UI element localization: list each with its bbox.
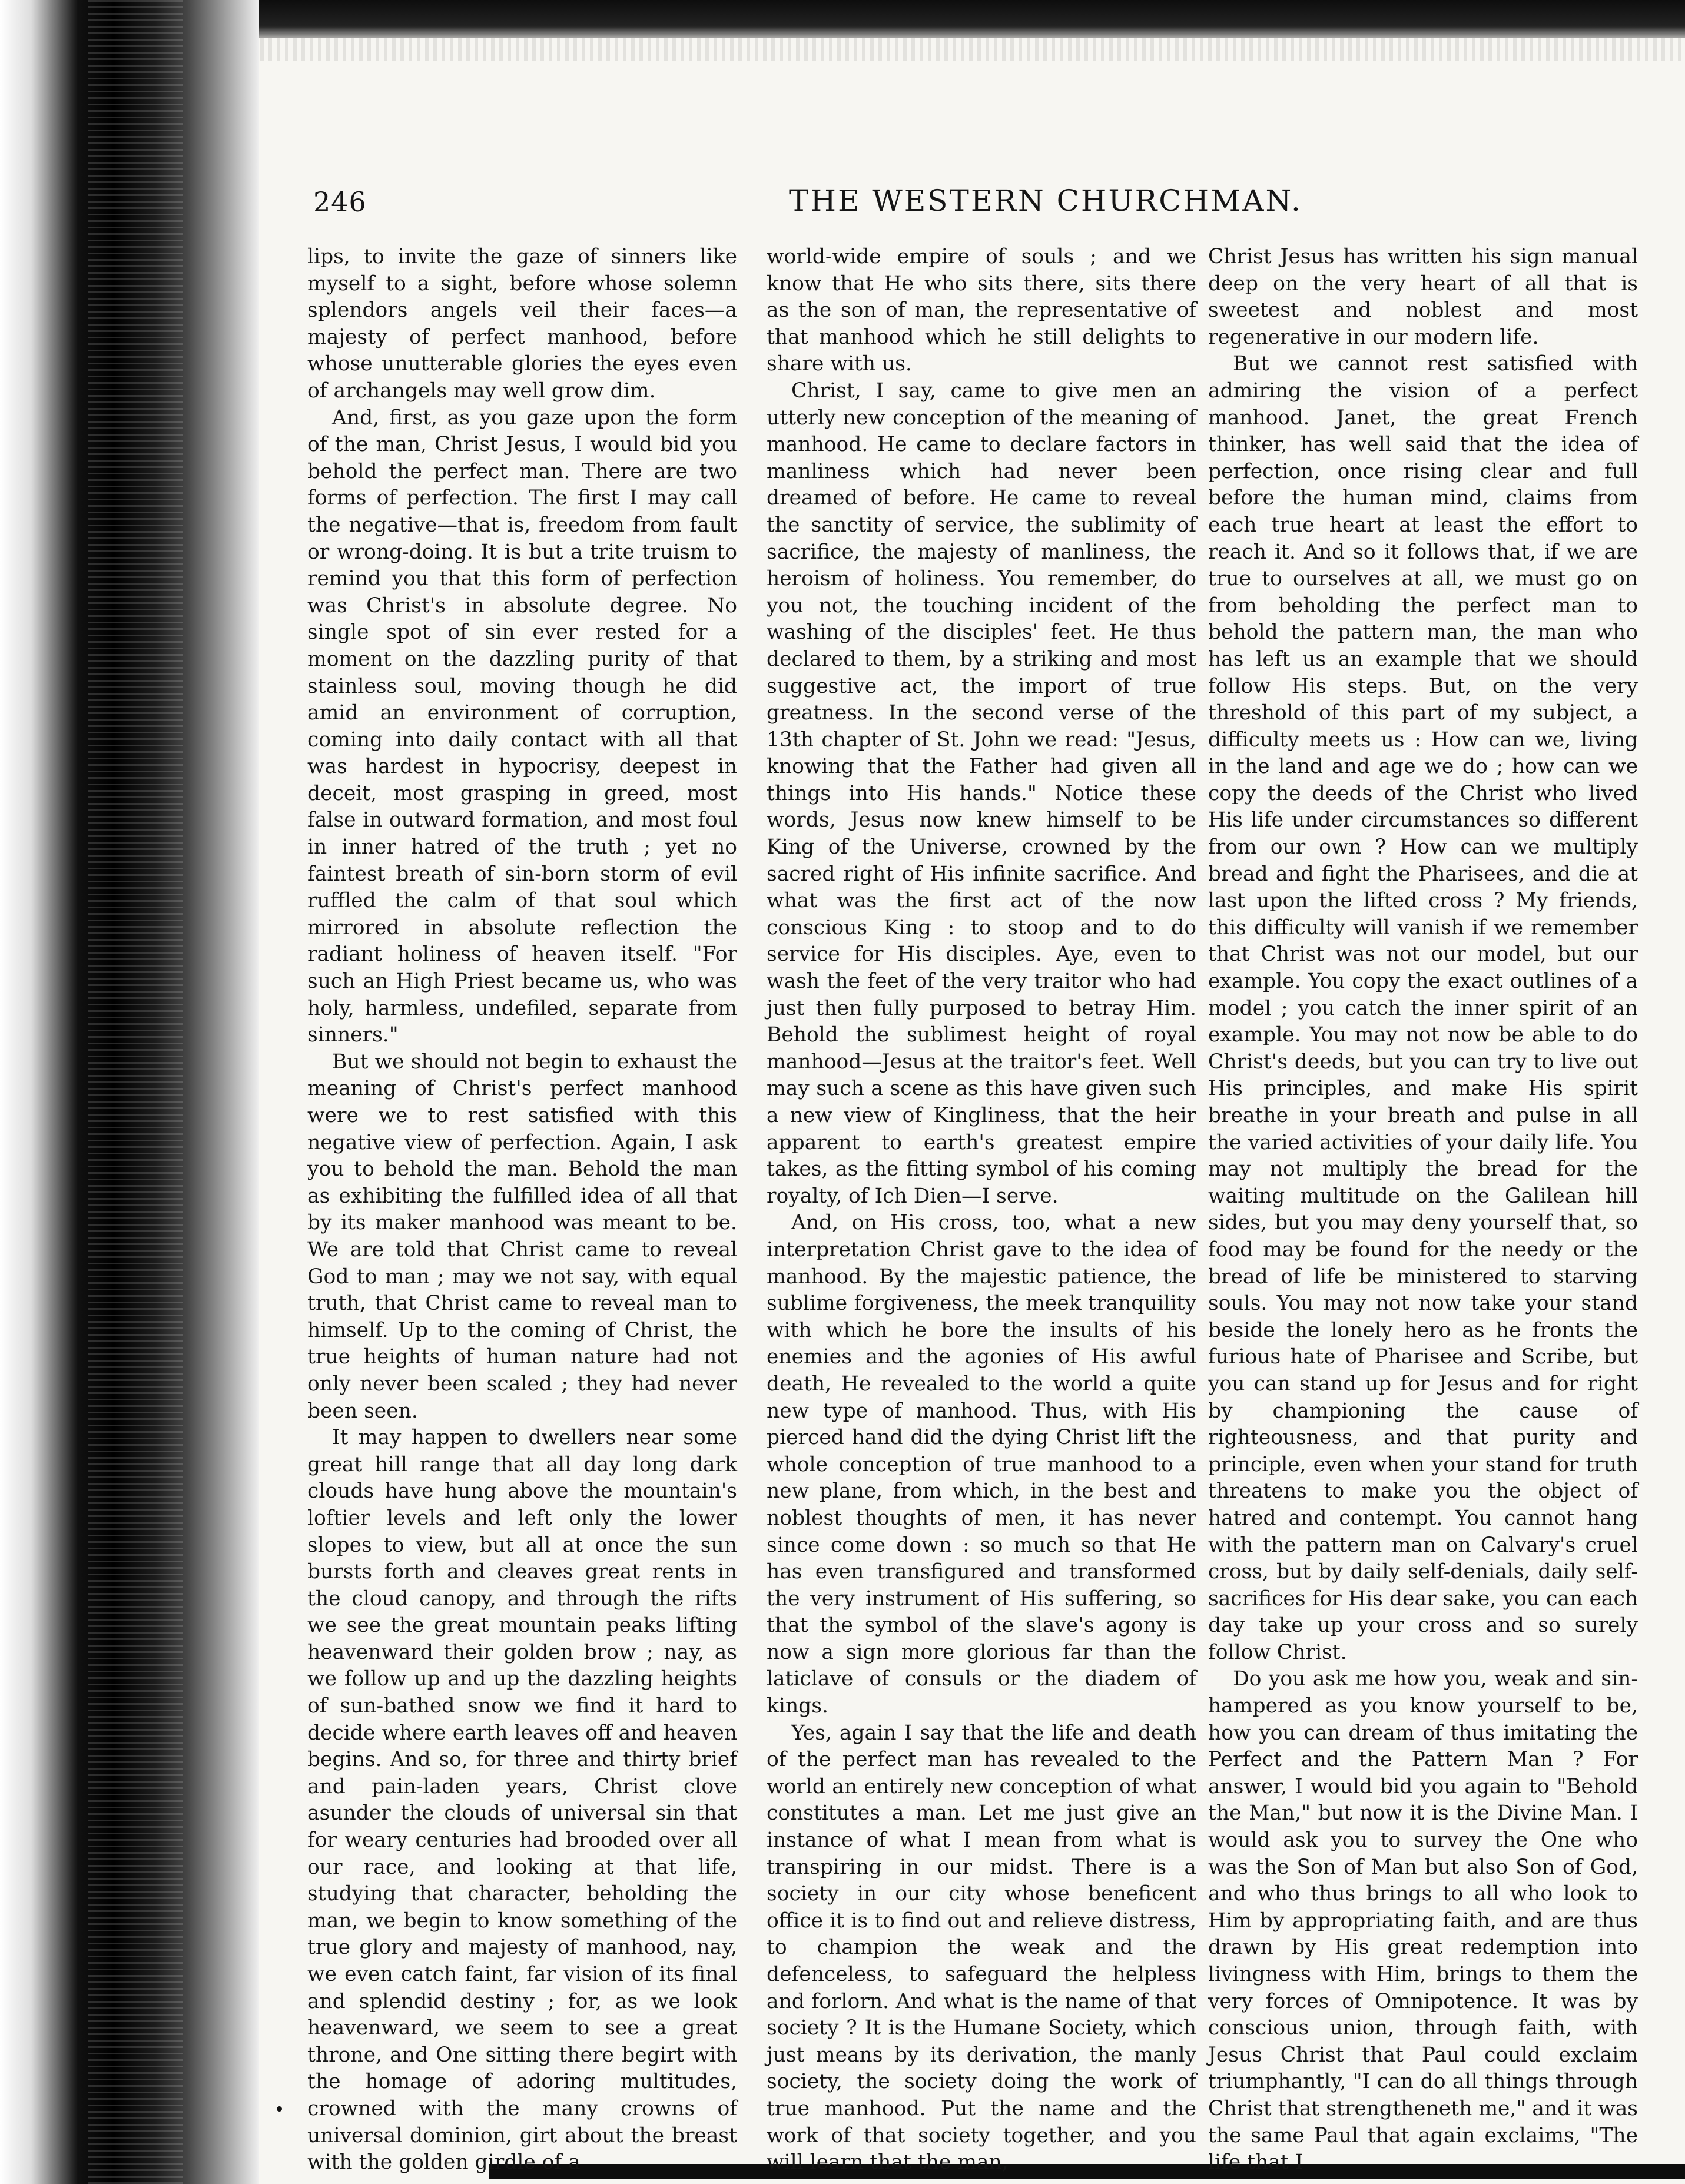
paragraph: But we should not begin to exhaust the meaning of Christ's perfect manhood were we to rest satisfied with this negative view of perfection. Again, I ask you to behold the man. Behold the man as exhibiting the fulfilled idea of all that by its maker manhood was meant to be. We are told that Christ came to reveal God to man ; may we not say, with equal truth, that Christ came to reveal man to himself. Up to the coming of Christ, the true heights of human nature had not only never been scaled ; they had never been seen.: [307, 1050, 737, 1423]
top-scan-noise: [235, 38, 1685, 61]
spine-texture: [88, 0, 183, 2184]
text-column-3: [1208, 244, 1638, 2175]
text-column-1: [307, 244, 737, 2175]
page-number: 246: [313, 186, 367, 218]
text-column-2: [767, 244, 1196, 2175]
paragraph: lips, to invite the gaze of sinners like myself to a sight, before whose solemn splendors angels veil their faces—a majesty of perfect manhood, before whose unutterable glories the eyes even of archangels may well grow dim.: [307, 245, 737, 403]
paragraph: It may happen to dwellers near some great hill range that all day long dark clouds have hung above the mountain's loftier levels and left only the lower slopes to view, but all at once the sun bursts forth and cleaves great rents in the cloud canopy, and through the rifts we see the great mountain peaks lifting heavenward their golden brow ; nay, as we follow up and up the dazzling heights of sun-bathed snow we find it hard to decide where earth leaves off and heaven begins. And so, for three and thirty brief and pain-laden years, Christ clove asunder the clouds of universal sin that for weary centuries had brooded over all our race, and looking at that life, studying that character, beholding the man, we begin to know something of the true glory and majesty of manhood, nay, we even catch faint, far vision of its final and splendid destiny ; for, as we look heavenward, we seem to see a great throne, and One sitting there begirt with the homage of adoring multitudes, crowned with the many crowns of universal dominion, girt about the breast with the golden girdle of a: [307, 1426, 737, 2175]
paragraph: Do you ask me how you, weak and sin-hampered as you know yourself to be, how you can dream of thus imitating the Perfect and the Pattern Man ? For answer, I would bid you again to "Behold the Man," but now it is the Divine Man. I would ask you to survey the One who was the Son of Man but also Son of God, and who thus brings to all who look to Him by appropriating faith, and are thus drawn by His great redemption into livingness with Him, brings to them the very forces of Omnipotence. It was by conscious union, through faith, with Jesus Christ that Paul could exclaim triumphantly, "I can do all things through Christ that strengtheneth me," and it was the same Paul that again exclaims, "The life that I: [1208, 1667, 1638, 2175]
margin-mark: [277, 2106, 282, 2112]
paragraph: And, first, as you gaze upon the form of the man, Christ Jesus, I would bid you behold the perfect man. There are two forms of perfection. The first I may call the negative—that is, freedom from fault or wrong-doing. It is but a trite truism to remind you that this form of perfection was Christ's in absolute degree. No single spot of sin ever rested for a moment on the dazzling purity of that stainless soul, moving though he did amid an environment of corruption, coming into daily contact with all that was hardest in hypocrisy, deepest in deceit, most grasping in greed, most false in outward formation, and most foul in inner hatred of the truth ; yet no faintest breath of sin-born storm of evil ruffled the calm of that soul which mirrored in absolute reflection the radiant holiness of heaven itself. "For such an High Priest became us, who was holy, harmless, undefiled, separate from sinners.": [307, 406, 737, 1047]
paragraph: Christ Jesus has written his sign manual deep on the very heart of all that is sweetest and noblest and most regenerative in our modern life.: [1208, 245, 1638, 349]
paragraph: world-wide empire of souls ; and we know that He who sits there, sits there as the son of man, the representative of that manhood which he still delights to share with us.: [767, 245, 1196, 376]
paragraph: Yes, again I say that the life and death of the perfect man has revealed to the world an entirely new conception of what constitutes a man. Let me just give an instance of what I mean from what is transpiring in our midst. There is a society in our city whose beneficent office it is to find out and relieve distress, to champion the weak and the defenceless, to safeguard the helpless and forlorn. And what is the name of that society ? It is the Humane Society, which just means by its derivation, the manly society, the society doing the work of true manhood. Put the name and the work of that society together, and you will learn that the man,: [767, 1721, 1196, 2175]
paragraph: Christ, I say, came to give men an utterly new conception of the meaning of manhood. He came to declare factors in manliness which had never been dreamed of before. He came to reveal the sanctity of service, the sublimity of sacrifice, the majesty of manliness, the heroism of holiness. You remember, do you not, the touching incident of the washing of the disciples' feet. He thus declared to them, by a striking and most suggestive act, the import of true greatness. In the second verse of the 13th chapter of St. John we read: "Jesus, knowing that the Father had given all things into His hands." Notice these words, Jesus now knew himself to be King of the Universe, crowned by the sacred right of His infinite sacrifice. And what was the first act of the now conscious King : to stoop and to do service for His disciples. Aye, even to wash the feet of the very traitor who had just then fully purposed to betray Him. Behold the sublimest height of royal manhood—Jesus at the traitor's feet. Well may such a scene as this have given such a new view of Kingliness, that the heir apparent to earth's greatest empire takes, as the fitting symbol of his coming royalty, of Ich Dien—I serve.: [767, 379, 1196, 1208]
paragraph: But we cannot rest satisfied with admiring the vision of a perfect manhood. Janet, the great French thinker, has well said that the idea of perfection, once rising clear and full before the human mind, claims from each true heart at least the effort to reach it. And so it follows that, if we are true to ourselves at all, we must go on from beholding the perfect man to behold the pattern man, the man who has left us an example that we should follow His steps. But, on the very threshold of this part of my subject, a difficulty meets us : How can we, living in the land and age we do ; how can we copy the deeds of the Christ who lived His life under circumstances so different from our own ? How can we multiply bread and fight the Pharisees, and die at last upon the lifted cross ? My friends, this difficulty will vanish if we remember that Christ was not our model, but our example. You copy the exact outlines of a model ; you catch the inner spirit of an example. You may not now be able to do Christ's deeds, but you can try to live out His principles, and make His spirit breathe in your breath and pulse in all the varied activities of your daily life. You may not multiply the bread for the waiting multitude on the Galilean hill sides, but you may deny yourself that, so food may be found for the needy or the bread of life be ministered to starving souls. You may not now take your stand beside the lonely hero as he fronts the furious hate of Pharisee and Scribe, but you can stand up for Jesus and for right by championing the cause of righteousness, and that purity and principle, even when your stand for truth threatens to make you the object of hatred and contempt. You cannot hang with the pattern man on Calvary's cruel cross, but by daily self-denials, daily self-sacrifices for His dear sake, you can each day take up your cross and so surely follow Christ.: [1208, 352, 1638, 1664]
running-title: THE WESTERN CHURCHMAN.: [789, 184, 1302, 218]
paragraph: And, on His cross, too, what a new interpretation Christ gave to the idea of manhood. By the majestic patience, the sublime forgiveness, the meek tranquility with which he bore the insults of his enemies and the agonies of His awful death, He revealed to the world a quite new type of manhood. Thus, with His pierced hand did the dying Christ lift the whole conception of true manhood to a new plane, from which, in the best and noblest thoughts of men, it has never since come down : so much so that He has even transfigured and transformed the very instrument of His suffering, so that the symbol of the slave's agony is now a sign more glorious far than the laticlave of consuls or the diadem of kings.: [767, 1211, 1196, 1718]
